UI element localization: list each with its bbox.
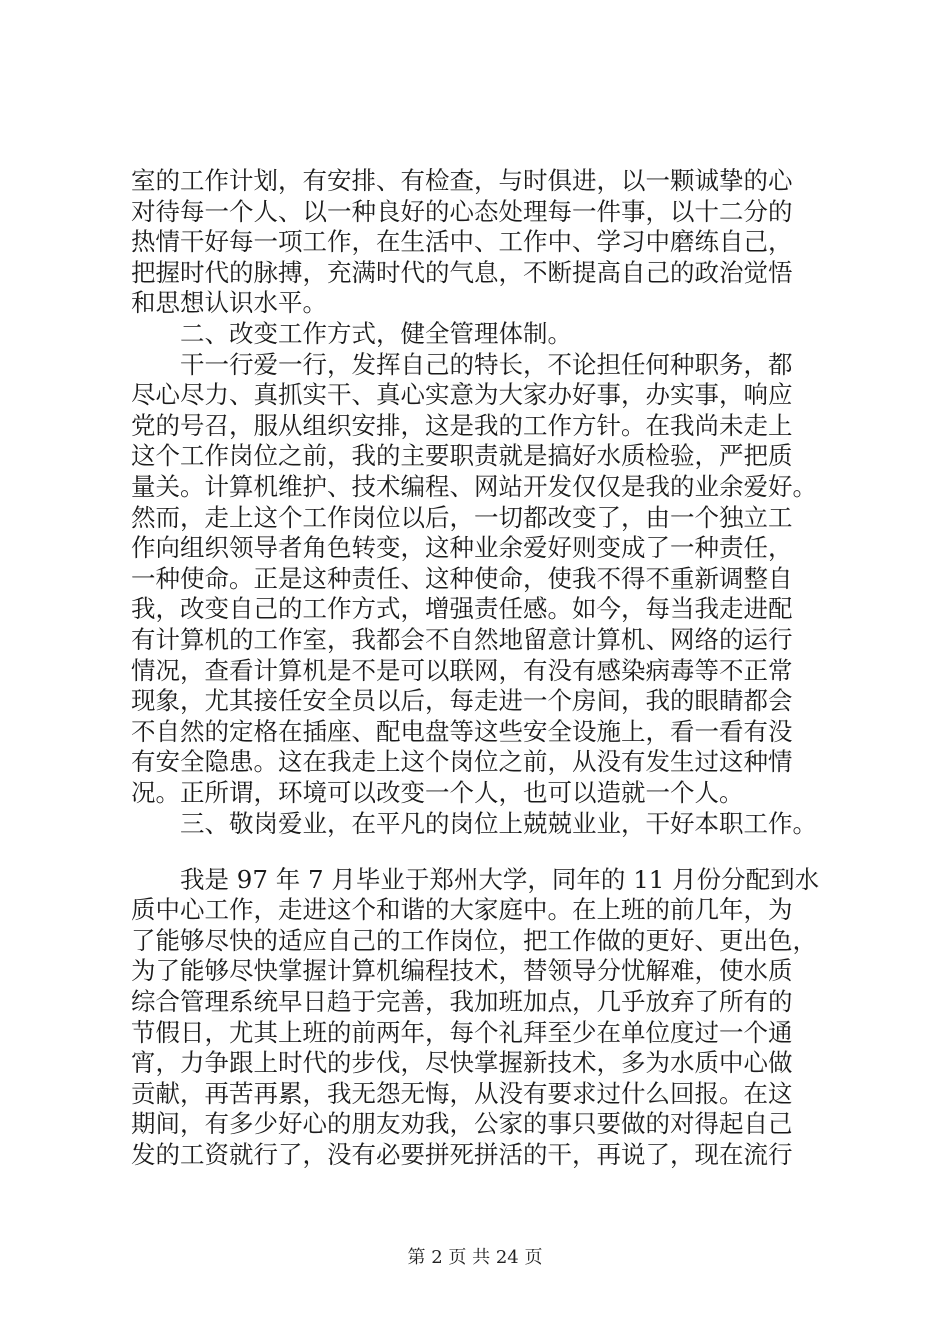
page-number: 第 2 页 共 24 页 [407,1247,543,1268]
text-line: 热情干好每一项工作，在生活中、工作中、学习中磨练自己， [131,227,793,257]
text-line: 了能够尽快的适应自己的工作岗位，把工作做的更好、更出色， [131,925,817,955]
text-line: 不自然的定格在插座、配电盘等这些安全设施上，看一看有没 [131,716,793,746]
page-footer [0,1246,950,1270]
text-line: 把握时代的脉搏，充满时代的气息，不断提高自己的政治觉悟 [131,257,793,287]
text-line: 况。正所谓，环境可以改变一个人，也可以造就一个人。 [131,778,744,807]
text-line: 这个工作岗位之前，我的主要职责就是搞好水质检验，严把质 [131,441,793,471]
text-line: 情况，查看计算机是不是可以联网，有没有感染病毒等不正常 [131,655,793,685]
text-line: 然而，走上这个工作岗位以后，一切都改变了，由一个独立工 [131,502,793,532]
text-line: 节假日，尤其上班的前两年，每个礼拜至少在单位度过一个通 [131,1017,793,1047]
text-line: 有计算机的工作室，我都会不自然地留意计算机、网络的运行 [131,625,793,654]
text-line: 现象，尤其接任安全员以后，每走进一个房间，我的眼睛都会 [131,686,793,716]
text-line: 对待每一个人、以一种良好的心态处理每一件事，以十二分的 [131,196,793,226]
text-line: 我是 97 年 7 月毕业于郑州大学，同年的 11 月份分配到水 [131,864,820,894]
text-line: 量关。计算机维护、技术编程、网站开发仅仅是我的业余爱好。 [131,472,817,501]
text-line: 和思想认识水平。 [131,288,327,318]
text-line: 发的工资就行了，没有必要拼死拼活的干，再说了，现在流行 [131,1139,793,1169]
text-line: 二、改变工作方式，健全管理体制。 [131,319,572,348]
text-line: 三、敬岗爱业，在平凡的岗位上兢兢业业，干好本职工作。 [131,808,817,838]
text-line: 贡献，再苦再累，我无怨无悔，从没有要求过什么回报。在这 [131,1078,793,1108]
text-line: 党的号召，服从组织安排，这是我的工作方针。在我尚未走上 [131,410,793,440]
text-line: 质中心工作，走进这个和谐的大家庭中。在上班的前几年，为 [131,895,793,925]
text-line: 综合管理系统早日趋于完善，我加班加点，几乎放弃了所有的 [131,986,793,1016]
text-line: 作向组织领导者角色转变，这种业余爱好则变成了一种责任， [131,533,793,563]
text-line: 期间，有多少好心的朋友劝我，公家的事只要做的对得起自己 [131,1109,793,1139]
text-line: 我，改变自己的工作方式，增强责任感。如今，每当我走进配 [131,594,793,624]
text-line: 宵，力争跟上时代的步伐，尽快掌握新技术，多为水质中心做 [131,1048,793,1078]
text-line: 尽心尽力、真抓实干、真心实意为大家办好事，办实事，响应 [131,380,793,410]
text-line: 有安全隐患。这在我走上这个岗位之前，从没有发生过这种情 [131,747,793,777]
text-line: 干一行爱一行，发挥自己的特长，不论担任何种职务，都 [131,349,793,379]
text-line: 室的工作计划，有安排、有检查，与时俱进，以一颗诚挚的心 [131,166,793,195]
text-line: 为了能够尽快掌握计算机编程技术，替领导分忧解难，使水质 [131,956,793,986]
text-line: 一种使命。正是这种责任、这种使命，使我不得不重新调整自 [131,563,793,593]
